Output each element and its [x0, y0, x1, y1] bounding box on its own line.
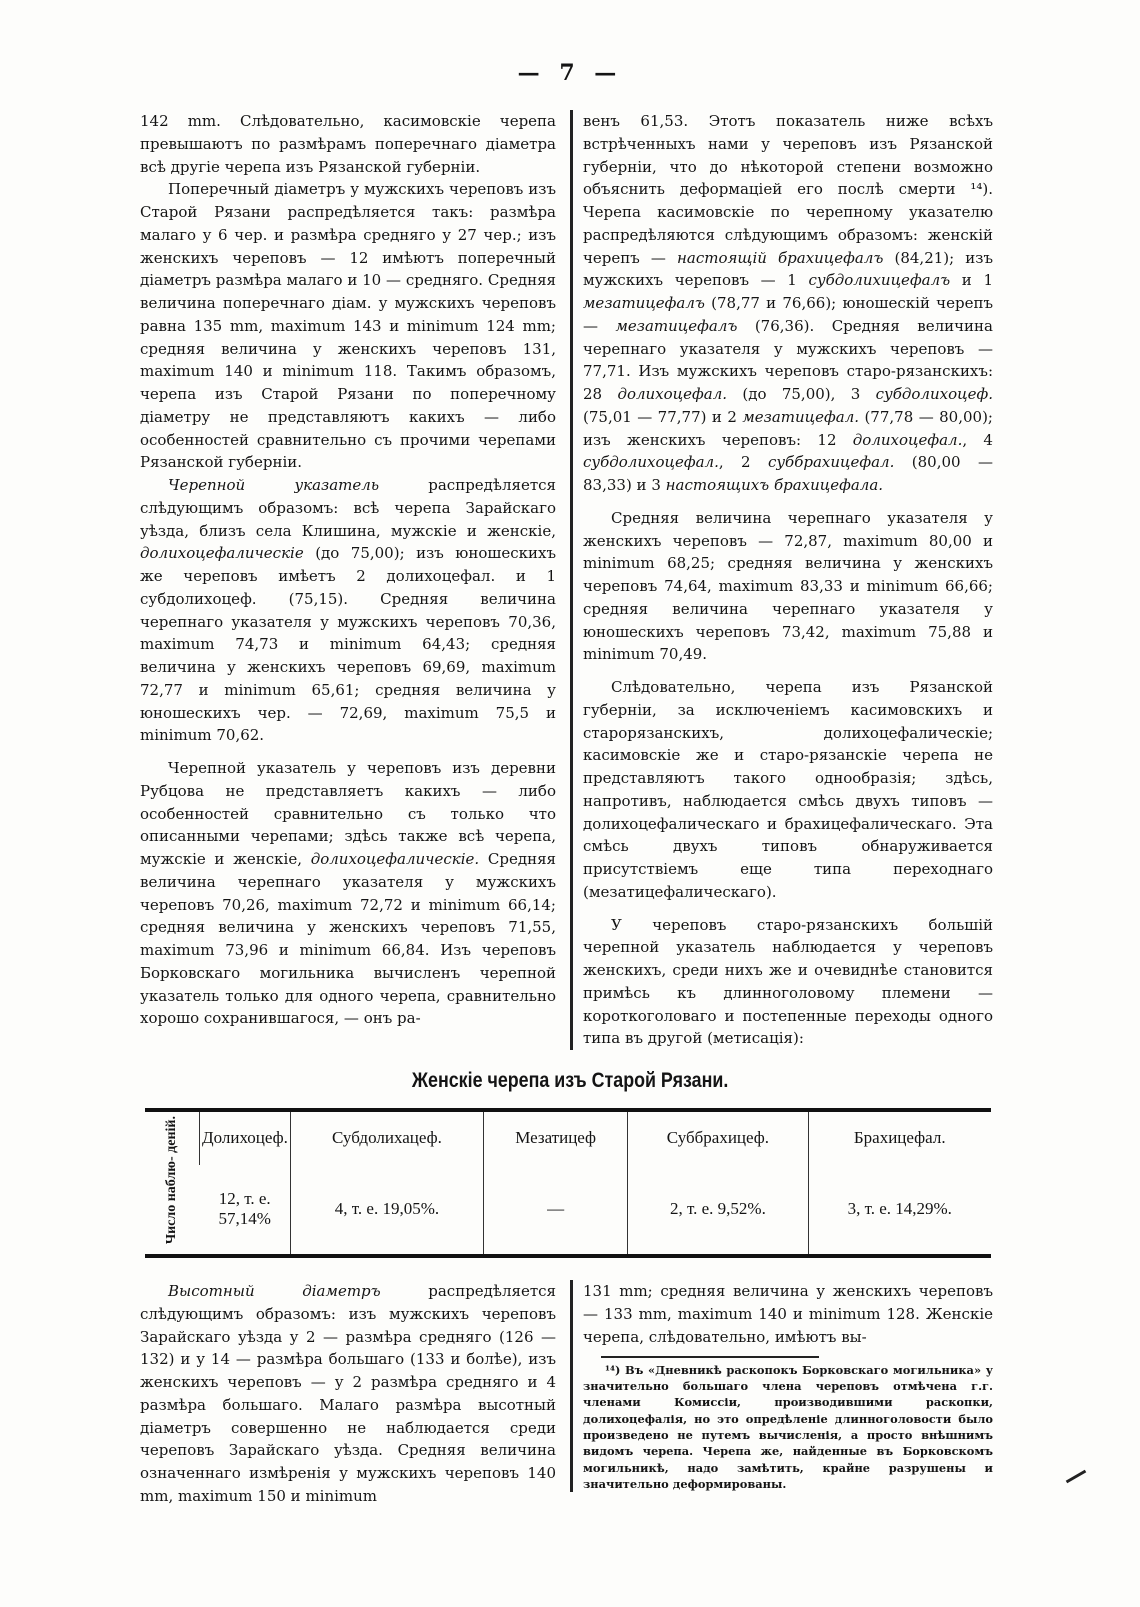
paragraph	[583, 914, 993, 1051]
paragraph	[583, 507, 993, 666]
italic-term: суббрахицефал.	[767, 453, 895, 472]
header-cell: Брахицефал.	[808, 1110, 991, 1165]
italic-term: мезатицефалъ	[615, 316, 738, 335]
italic-term: Черепной указатель	[168, 476, 379, 494]
italic-term: субдолихоцефал.	[583, 453, 719, 472]
top-columns	[140, 110, 993, 1050]
italic-term: настоящихъ брахицефала.	[665, 476, 884, 494]
paragraph	[140, 110, 556, 178]
text-run: (80,00 — 83,33) и 3	[583, 453, 993, 494]
text-run: (84,21); изъ мужскихъ череповъ — 1	[583, 248, 993, 290]
italic-term: долихоцефал.	[617, 385, 728, 403]
italic-term: мезатицефалъ	[583, 294, 705, 312]
text-run: венъ 61,53. Этотъ показатель ниже всѣхъ встрѣченныхъ нами у череповъ изъ Рязанской губерніи, что до нѣкоторой степени возможно объяснить деформаціей его послѣ смерти ¹⁴). Черепа касимовскіе по черепному указателю распредѣляются слѣдующимъ образомъ: женскій черепъ —	[583, 112, 993, 267]
paragraph	[583, 110, 993, 497]
paragraph	[583, 1280, 993, 1348]
text-run: Слѣдовательно, черепа изъ Рязанской губерніи, за исключеніемъ касимовскихъ и старорязанскихъ, долихоцефалическіе; касимовскіе же и старо-рязанскіе черепа не представляютъ такого однообразія; здѣсь, напротивъ, наблюдается смѣсь двухъ типовъ — долихоцефалическаго и брахицефалическаго. Эта смѣсь двухъ типовъ обнаруживается присутствіемъ еще типа переходнаго (мезатицефалическаго).	[583, 678, 993, 901]
text-run: , 4	[962, 430, 993, 449]
bottom-columns	[140, 1280, 993, 1508]
row-label: Число наблю- деній.	[164, 1116, 179, 1245]
text-run: (до 75,00); изъ юношескихъ же череповъ имѣетъ 2 долихоцефал. и 1 субдолихоцеф. (75,15). Средняя величина черепнаго указателя у мужскихъ череповъ 70,36, maximum 74,73 и minimum 64,43; средняя величина у женскихъ череповъ 69,69, maximum 72,77 и minimum 65,61; средняя величина у юношескихъ чер. — 72,69, maximum 75,5 и minimum 70,62.	[140, 544, 556, 745]
value-cell: —	[483, 1165, 627, 1256]
text-run: У череповъ старо-рязанскихъ большій черепной указатель наблюдается у череповъ женскихъ, среди нихъ же и очевиднѣе становится примѣсь къ длинноголовому племени — короткоголоваго и постепенные переходы одного типа въ другой (метисація):	[583, 915, 993, 1048]
text-run: (76,36). Средняя величина черепнаго указателя у мужскихъ череповъ — 77,71. Изъ мужскихъ череповъ старо-рязанскихъ: 28	[583, 316, 993, 403]
text-run: Средняя величина черепнаго указателя у мужскихъ череповъ 70,26, maximum 72,72 и minimum 66,14; средняя величина у женскихъ череповъ 71,55, maximum 73,96 и minimum 66,84. Изъ череповъ Борковскаго могильника вычисленъ черепной указатель только для одного черепа, сравнительно хорошо сохранившагося, — онъ ра-	[140, 850, 557, 1028]
page-number: — 7 —	[517, 60, 623, 86]
value-cell: 12, т. е. 57,14%	[218, 1189, 271, 1229]
footnote: ¹⁴) Въ «Дневникѣ раскопокъ Борковскаго могильника» у значительно большаго члена череповъ отмѣчена г.г. членами Комиссіи, производившими раскопки, долихоцефалія, но это опредѣленіе длинноголовости было произведено не путемъ вычисленія, а просто внѣшнимъ видомъ черепа. Черепа же, найденные въ Борковскомъ могильникѣ, надо замѣтить, крайне разрушены и значительно деформированы.	[583, 1362, 993, 1491]
paragraph	[140, 474, 556, 747]
row-label-cell	[145, 1110, 200, 1256]
text-run: (до 75,00), 3	[727, 385, 876, 403]
bottom-left-column	[140, 1280, 556, 1508]
text-run: и 1	[950, 271, 993, 290]
text-run: 142 mm. Слѣдовательно, касимовскіе черепа превышаютъ по размѣрамъ поперечнаго діаметра всѣ другіе черепа изъ Рязанской губерніи.	[140, 112, 556, 176]
paragraph	[140, 1280, 556, 1508]
value-cell: 2, т. е. 9,52%.	[628, 1165, 808, 1256]
italic-term: настоящій брахицефалъ	[677, 248, 884, 267]
text-run: Поперечный діаметръ у мужскихъ череповъ изъ Старой Рязани распредѣляется такъ: размѣра малаго у 6 чер. и размѣра средняго у 27 чер.; изъ женскихъ череповъ — 12 имѣютъ поперечный діаметръ размѣра малаго и 10 — средняго. Средняя величина поперечнаго діам. у мужскихъ череповъ равна 135 mm, maximum 143 и minimum 124 mm; средняя величина у женскихъ череповъ 131, maximum 140 и minimum 118. Такимъ образомъ, черепа изъ Старой Рязани по поперечному діаметру не представляютъ какихъ — либо особенностей сравнительно съ прочими черепами Рязанской губерніи.	[140, 180, 556, 472]
italic-term: мезатицефал.	[742, 407, 860, 426]
right-column	[570, 110, 993, 1050]
text-run: (75,01 — 77,77) и 2	[583, 407, 743, 426]
bottom-right-wrap	[570, 1280, 993, 1492]
text-run: распредѣляется слѣдующимъ образомъ: изъ мужскихъ череповъ Зарайскаго уѣзда у 2 — размѣра средняго (126 — 132) и у 14 — размѣра большаго (133 и болѣе), изъ женскихъ череповъ — у 2 размѣра средняго и 4 размѣра большаго. Малаго размѣра высотный діаметръ совершенно не наблюдается среди череповъ Зарайскаго уѣзда. Средняя величина означеннаго измѣренія у мужскихъ череповъ 140 mm, maximum 150 и minimum	[140, 1282, 556, 1505]
text-run: распредѣляется слѣдующимъ образомъ: всѣ черепа Зарайскаго уѣзда, близъ села Клишина, мужскіе и женскіе,	[140, 476, 556, 540]
table-title-wrap	[0, 1068, 1140, 1094]
left-column	[140, 110, 556, 1030]
header-cell: Суббрахицеф.	[628, 1110, 808, 1165]
text-run: Средняя величина черепнаго указателя у женскихъ череповъ — 72,87, maximum 80,00 и minimum 68,25; средняя величина у женскихъ череповъ 74,64, maximum 83,33 и minimum 66,66; средняя величина черепнаго указателя у юношескихъ череповъ 73,42, maximum 75,88 и minimum 70,49.	[583, 508, 993, 664]
bottom-right-column	[583, 1280, 993, 1348]
table-row	[145, 1110, 991, 1165]
text-run: 131 mm; средняя величина у женскихъ череповъ — 133 mm, maximum 140 и minimum 128. Женскіе черепа, слѣдовательно, имѣютъ вы-	[583, 1282, 993, 1346]
table-row	[145, 1165, 991, 1256]
scan-mark	[1066, 1470, 1087, 1484]
text-run: (77,78 — 80,00); изъ женскихъ череповъ: 12	[583, 407, 993, 449]
italic-term: Высотный діаметръ	[168, 1282, 381, 1300]
header-cell: Субдолихацеф.	[290, 1110, 483, 1165]
italic-term: долихоцефалическіе	[140, 544, 304, 563]
paragraph	[140, 178, 556, 474]
italic-term: субдолихицефалъ	[808, 271, 951, 290]
value-cell: 3, т. е. 14,29%.	[808, 1165, 991, 1256]
skull-index-table	[145, 1108, 991, 1258]
paragraph	[140, 757, 556, 1030]
text-run: (78,77 и 76,66); юношескій черепъ —	[583, 294, 993, 335]
paragraph	[583, 676, 993, 904]
header-cell: Долихоцеф.	[200, 1110, 291, 1165]
text-run: , 2	[718, 453, 768, 472]
footnote-rule	[601, 1356, 819, 1358]
header-cell: Мезатицеф	[483, 1110, 627, 1165]
value-cell: 4, т. е. 19,05%.	[290, 1165, 483, 1256]
table-title: Женскіе черепа изъ Старой Рязани.	[411, 1069, 729, 1092]
italic-term: долихоцефал.	[852, 430, 963, 449]
italic-term: долихоцефалическіе.	[310, 850, 480, 868]
italic-term: субдолихоцеф.	[875, 385, 993, 403]
text-run: Черепной указатель у череповъ изъ деревни Рубцова не представляетъ какихъ — либо особенностей сравнительно съ только что описанными черепами; здѣсь также всѣ черепа, мужскіе и женскіе,	[140, 759, 556, 868]
